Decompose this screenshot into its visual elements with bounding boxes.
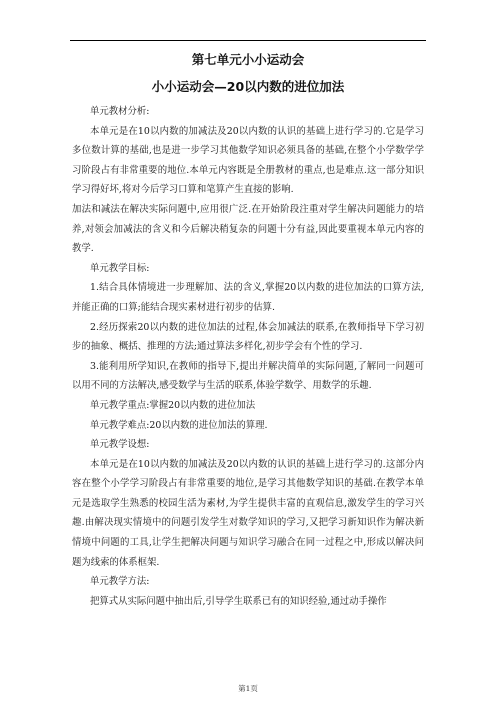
- document-subtitle: 小小运动会—20以内数的进位加法: [151, 79, 345, 94]
- document-body: [72, 102, 424, 611]
- paragraph-design: 本单元是在10以内数的加减法及20以内数的认识的基础上进行学习的.这部分内容在整个小学学习阶段占有非常重要的地位,是学习其他数学知识的基础.在教学本单元是选取学生熟悉的校园生活为素材,为学生提供丰富的直观信息,激发学生的学习兴趣.由解决现实情境中的问题引发学生对数学知识的学习,又把学习新知识作为解决新情境中问题的工具,让学生把解决问题与知识学习融合在同一过程之中,形成以解决问题为线索的体系框架.: [72, 458, 424, 568]
- section-heading-analysis: 单元教材分析:: [90, 106, 150, 117]
- goal-item-1: 1.结合具体情境进一步理解加、法的含义,掌握20以内数的进位加法的口算方法,并能正确的口算;能结合现实素材进行初步的估算.: [72, 282, 424, 313]
- section-heading-goals: 单元教学目标:: [90, 262, 150, 274]
- paragraph-analysis: 本单元是在10以内数的加减法及20以内数的认识的基础上进行学习的.它是学习多位数计算的基础,也是进一步学习其他数学知识必须具备的基础,在整个小学数学学习阶段占有非常重要的地位.本单元内容既是全册教材的重点,也是难点.这一部分知识学习得好坏,将对今后学习口算和笔算产生直接的影响.: [72, 125, 424, 196]
- paragraph-addition-subtraction: 加法和减法在解决实际问题中,应用很广泛.在开始阶段注重对学生解决问题能力的培养,对领会加减法的含义和今后解决稍复杂的问题十分有益,因此要重视本单元内容的教学.: [72, 203, 424, 255]
- page-number: 第1页: [238, 684, 258, 693]
- section-difficulty: 单元教学难点:20以内数的进位加法的算理.: [90, 419, 268, 431]
- section-key-point: 单元教学重点:掌握20以内数的进位加法: [90, 399, 256, 411]
- goal-item-3: 3.能利用所学知识,在教师的指导下,提出并解决简单的实际问题,了解同一问题可以用不同的方法解决,感受数学与生活的联系,体验学数学、用数学的乐趣.: [72, 360, 424, 392]
- section-heading-methods: 单元教学方法:: [90, 576, 150, 588]
- goal-item-2: 2.经历探索20以内数的进位加法的过程,体会加减法的联系,在教师指导下学习初步的抽象、概括、推理的方法;通过算法多样化,初步学会有个性的学习.: [72, 321, 424, 353]
- header-rule: [70, 40, 426, 41]
- paragraph-methods: 把算式从实际问题中抽出后,引导学生联系已有的知识经验,通过动手操作: [90, 595, 387, 607]
- document-title: 第七单元小小运动会: [191, 52, 305, 67]
- section-heading-design: 单元教学设想:: [90, 439, 150, 451]
